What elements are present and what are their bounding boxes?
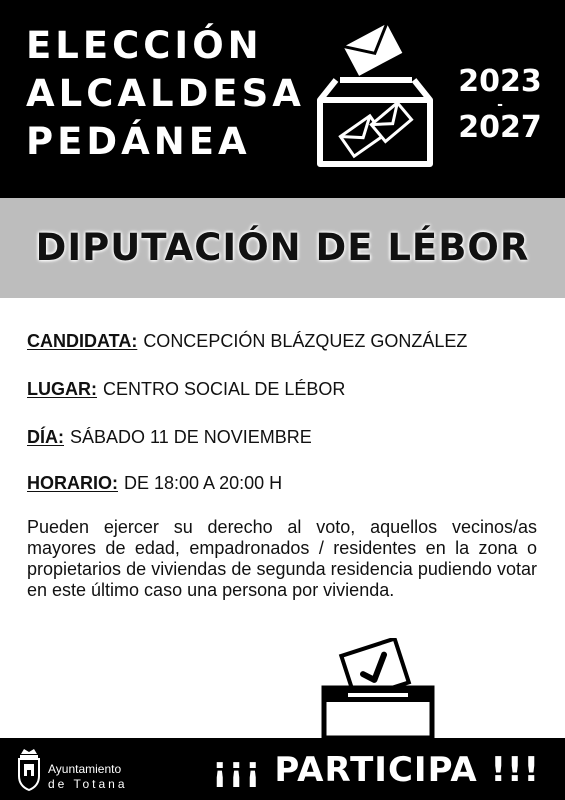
schedule-row [27,473,282,494]
candidate-label: CANDIDATA: [27,331,138,351]
title-line-1: ELECCIÓN [26,24,263,67]
location-title: DIPUTACIÓN DE LÉBOR [35,226,530,269]
title-line-3: PEDÁNEA [26,120,251,163]
header [0,0,565,182]
org-line-1: Ayuntamiento [48,762,122,776]
term-years [455,62,545,148]
schedule-label: HORARIO: [27,473,118,493]
place-label: LUGAR: [27,379,97,399]
day-value: SÁBADO 11 DE NOVIEMBRE [70,427,312,447]
year-end: 2027 [458,110,542,145]
schedule-value: DE 18:00 A 20:00 H [124,473,283,493]
place-row [27,379,345,400]
organization-name [48,762,128,792]
ballot-box-icon [312,18,437,168]
place-value: CENTRO SOCIAL DE LÉBOR [103,379,346,399]
org-line-2: de Totana [48,777,128,791]
title-line-2: ALCALDESA [26,72,305,115]
year-start: 2023 [458,64,542,99]
day-label: DÍA: [27,427,64,447]
town-crest-icon [14,746,44,792]
footer [0,738,565,800]
day-row [27,427,312,448]
candidate-value: CONCEPCIÓN BLÁZQUEZ GONZÁLEZ [143,331,468,351]
eligibility-paragraph: Pueden ejercer su derecho al voto, aquellos vecinos/as mayores de edad, empadronados / residentes en la zona o propietarios de viviendas de segunda residencia pudiendo votar en este último caso una persona por vivienda. [27,517,537,600]
candidate-row [27,331,467,352]
call-to-action: ¡¡¡ PARTICIPA !!! [212,750,541,790]
year-separator: - [497,97,503,113]
location-band [0,198,565,298]
info-section [0,298,565,738]
election-title [26,22,305,166]
ballot-checkmark-icon [318,638,438,738]
